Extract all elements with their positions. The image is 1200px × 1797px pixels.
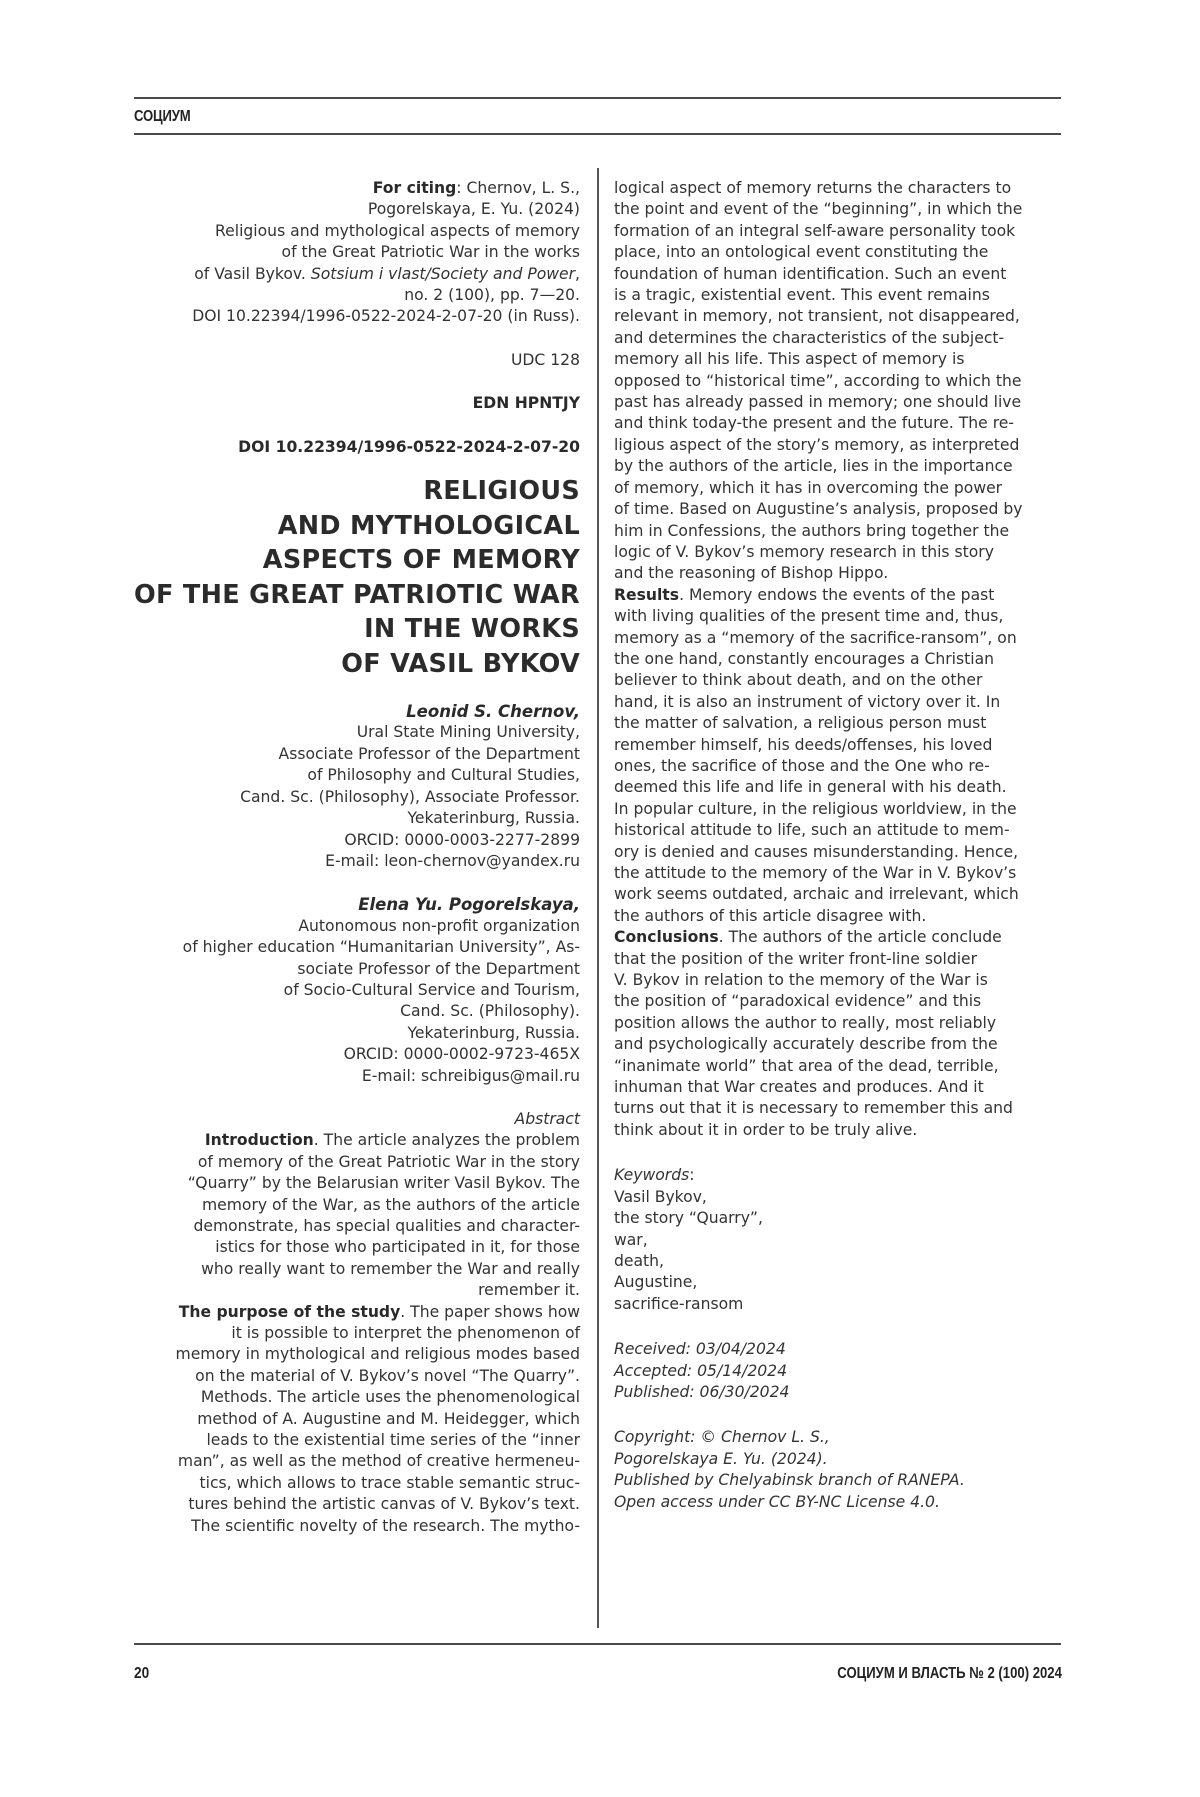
citation-doi: DOI 10.22394/1996-0522-2024-2-07-20 (in Russ). [192,307,580,326]
footer-rule [134,1643,1061,1645]
column-divider [597,168,599,1628]
purpose-label: The purpose of the study [178,1302,401,1321]
keyword: Vasil Bykov, [614,1187,707,1206]
keywords-label: Keywords [614,1166,690,1185]
edn: EDN HPNTJY [472,394,580,413]
doi: DOI 10.22394/1996-0522-2024-2-07-20 [238,437,580,456]
author-1: Leonid S. Chernov, Ural State Mining University, Associate Professor of the Department of Philosophy and Cultural Studies, Cand. Sc. (Philosophy), Associate Professor. Yekaterinburg, Russia. ORCID: 0000-0003-2277-2899 E-mail: leon-chernov@yandex.ru [134,701,580,872]
keyword: war, [614,1230,648,1249]
results-label: Results [614,585,680,604]
citation-block: For citing: Chernov, L. S., Pogorelskaya, E. Yu. (2024) Religious and mythological aspects of memory of the Great Patriotic War in the works of Vasil Bykov. Sotsium i vlast/Society and Power, no. 2 (100), pp. 7—20. DOI 10.22394/1996-0522-2024-2-07-20 (in Russ). [134,178,580,328]
keyword: death, [614,1251,665,1270]
citation-label: For citing [372,179,457,197]
dates-section [614,1339,1061,1403]
author-email: E-mail: leon-chernov@yandex.ru [325,851,580,870]
accepted-date: Accepted: 05/14/2024 [614,1361,788,1380]
author-orcid: ORCID: 0000-0002-9723-465X [343,1045,580,1064]
author-name: Elena Yu. Pogorelskaya, [358,895,580,915]
journal-footer: СОЦИУМ И ВЛАСТЬ № 2 (100) 2024 [837,1665,1062,1682]
journal-title: Sotsium i vlast/Society and Power [310,264,576,283]
received-date: Received: 03/04/2024 [614,1340,786,1359]
keywords-section: Keywords: Vasil Bykov, the story “Quarry”, war, death, Augustine, sacrifice-ransom [614,1165,1061,1315]
keyword: sacrifice-ransom [614,1294,744,1313]
author-orcid: ORCID: 0000-0003-2277-2899 [344,830,580,849]
udc: UDC 128 [510,350,580,369]
author-email: E-mail: schreibigus@mail.ru [361,1066,580,1085]
abstract-purpose: The purpose of the study. The paper shows how it is possible to interpret the phenomenon of memory in mythological and religious modes based on the material of V. Bykov’s novel “The Quarry”. Methods. The article uses the phenomenological method of A. Augustine and M. Heidegger, which leads to the existential time series of the “inner man”, as well as the method of creative hermeneu- tics, which allows to trace stable semantic struc- tures behind the artistic canvas of V. Bykov’s text. The scientific novelty of the research. The mytho- [175,1302,580,1535]
abstract-conclusions: Conclusions. The authors of the article conclude that the position of the writer front-line soldier V. Bykov in relation to the memory of the War is the position of “paradoxical evidence” and this position allows the author to really, most reliably and psychologically accurately describe from the “inanimate world” that area of the dead, terrible, inhuman that War creates and produces. And it turns out that it is necessary to remember this and think about it in order to be truly alive. [614,928,1013,1139]
copyright-section: Copyright: © Chernov L. S., Pogorelskaya E. Yu. (2024). Published by Chelyabinsk branch of RANEPA. Open access under CC BY-NC License 4.0. [614,1428,965,1511]
abstract-continued: logical aspect of memory returns the characters to the point and event of the “beginning”, in which the formation of an integral self-aware personality took place, into an ontological event constituting the foundation of human identification. Such an event is a tragic, existential event. This event remains relevant in memory, not transient, not disappeared, and determines the characteristics of the subject- memory all his life. This aspect of memory is opposed to “historical time”, according to which the past has already passed in memory; one should live and think today-the present and the future. The re- ligious aspect of the story’s memory, as interpreted by the authors of the article, lies in the importance of memory, which it has in overcoming the power of time. Based on Augustine’s analysis, proposed by him in Confessions, the authors bring together the logic of V. Bykov’s memory research in this story and the reasoning of Bishop Hippo. [614,179,1023,583]
keyword: Augustine, [614,1273,698,1292]
header-top-rule [134,97,1061,99]
author-2: Elena Yu. Pogorelskaya, Autonomous non-profit organization of higher education “Humanitarian University”, As- sociate Professor of the Department of Socio-Cultural Service and Tourism, Cand. Sc. (Philosophy). Yekaterinburg, Russia. ORCID: 0000-0002-9723-465X E-mail: schreibigus@mail.ru [134,894,580,1087]
right-column [614,178,1061,1513]
keyword: the story “Quarry”, [614,1209,763,1228]
introduction-label: Introduction [204,1131,314,1150]
running-head: СОЦИУМ [134,108,191,125]
article-title: RELIGIOUS AND MYTHOLOGICAL ASPECTS OF MEMORY OF THE GREAT PATRIOTIC WAR IN THE WORKS OF VASIL BYKOV [134,476,580,679]
author-name: Leonid S. Chernov, [406,702,580,722]
header-bottom-rule [134,133,1061,135]
abstract-introduction: Introduction. The article analyzes the problem of memory of the Great Patriotic War in the story “Quarry” by the Belarusian writer Vasil Bykov. The memory of the War, as the authors of the article demonstrate, has special qualities and character- istics for those who participated in it, for those who really want to remember the War and really remember it. [187,1131,580,1300]
page-number: 20 [134,1665,150,1682]
left-column [134,178,580,1537]
published-date: Published: 06/30/2024 [614,1382,790,1401]
abstract-section [134,1109,580,1537]
conclusions-label: Conclusions [614,928,719,947]
abstract-results: Results. Memory endows the events of the past with living qualities of the present time and, thus, memory as a “memory of the sacrifice-ransom”, on the one hand, constantly encourages a Christian believer to think about death, and on the other hand, it is also an instrument of victory over it. In the matter of salvation, a religious person must remember himself, his deeds/offenses, his loved ones, the sacrifice of those and the One who re- deemed this life and life in general with his death. In popular culture, in the religious worldview, in the historical attitude to life, such an attitude to mem- ory is denied and causes misunderstanding. Hence, the attitude to the memory of the War in V. Bykov’s work seems outdated, archaic and irrelevant, which the authors of this article disagree with. [614,585,1019,925]
abstract-label: Abstract [514,1109,580,1128]
